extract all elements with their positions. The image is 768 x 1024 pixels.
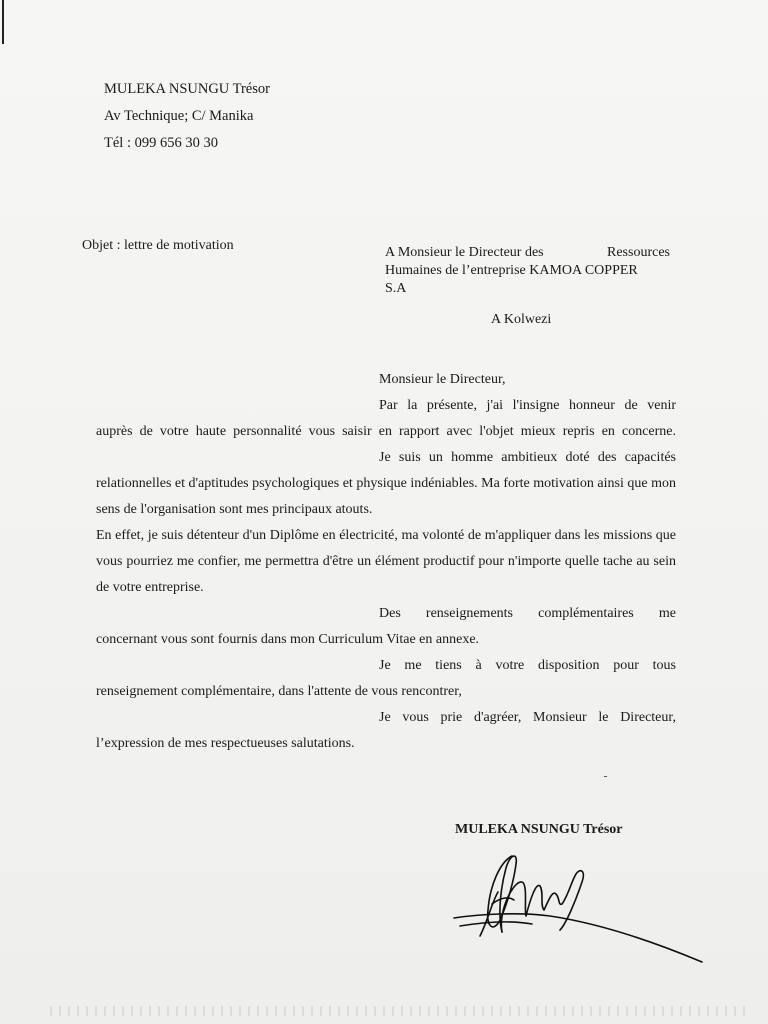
paragraph-2-rest: relationnelles et d'aptitudes psychologiques et physique indéniables. Ma forte motivation ainsi que mon sens de l'organisation sont mes principaux atouts. [96,476,676,517]
paragraph-1-first-line: Par la présente, j'ai l'insigne honneur de venir [379,398,676,413]
recipient-line-1b: Ressources [607,245,670,260]
recipient-line-1a: A Monsieur le Directeur des [385,245,544,260]
stray-mark [604,776,607,777]
paragraph-6-rest: l’expression de mes respectueuses salutations. [96,736,355,751]
sender-block [104,76,270,157]
paragraph-4-first-line: Des renseignements complémentaires me [379,606,676,621]
paragraph-5-rest: renseignement complémentaire, dans l'attente de vous rencontrer, [96,684,462,699]
letter-body [96,367,676,757]
greeting: Monsieur le Directeur, [379,372,506,387]
sender-phone: Tél : 099 656 30 30 [104,135,218,151]
signer-name: MULEKA NSUNGU Trésor [455,822,623,837]
scan-edge-mark [2,0,4,44]
paragraph-6-first-line: Je vous prie d'agréer, Monsieur le Directeur, [379,710,676,725]
sender-address: Av Technique; C/ Manika [104,108,254,124]
sender-name: MULEKA NSUNGU Trésor [104,81,270,97]
scan-noise [50,1006,750,1016]
subject-line: Objet : lettre de motivation [82,238,234,253]
paragraph-5-first-line: Je me tiens à votre disposition pour tous [379,658,676,673]
paragraph-3: En effet, je suis détenteur d'un Diplôme en électricité, ma volonté de m'appliquer dans les missions que vous pourriez me confier, me permettra d'être un élément productif pour n'importe quelle tache au sein de votre entreprise. [96,528,676,595]
recipient-block [385,244,670,298]
recipient-line-3: S.A [385,281,407,296]
recipient-line-2: Humaines de l’entreprise KAMOA COPPER [385,263,638,278]
paragraph-1-rest: auprès de votre haute personnalité vous saisir en rapport avec l'objet mieux repris en concerne. [96,424,676,439]
paragraph-2-first-line: Je suis un homme ambitieux doté des capacités [379,450,676,465]
handwritten-signature [440,840,710,970]
paragraph-4-rest: concernant vous sont fournis dans mon Curriculum Vitae en annexe. [96,632,480,647]
recipient-line-1 [385,244,670,262]
recipient-place: A Kolwezi [491,312,552,327]
